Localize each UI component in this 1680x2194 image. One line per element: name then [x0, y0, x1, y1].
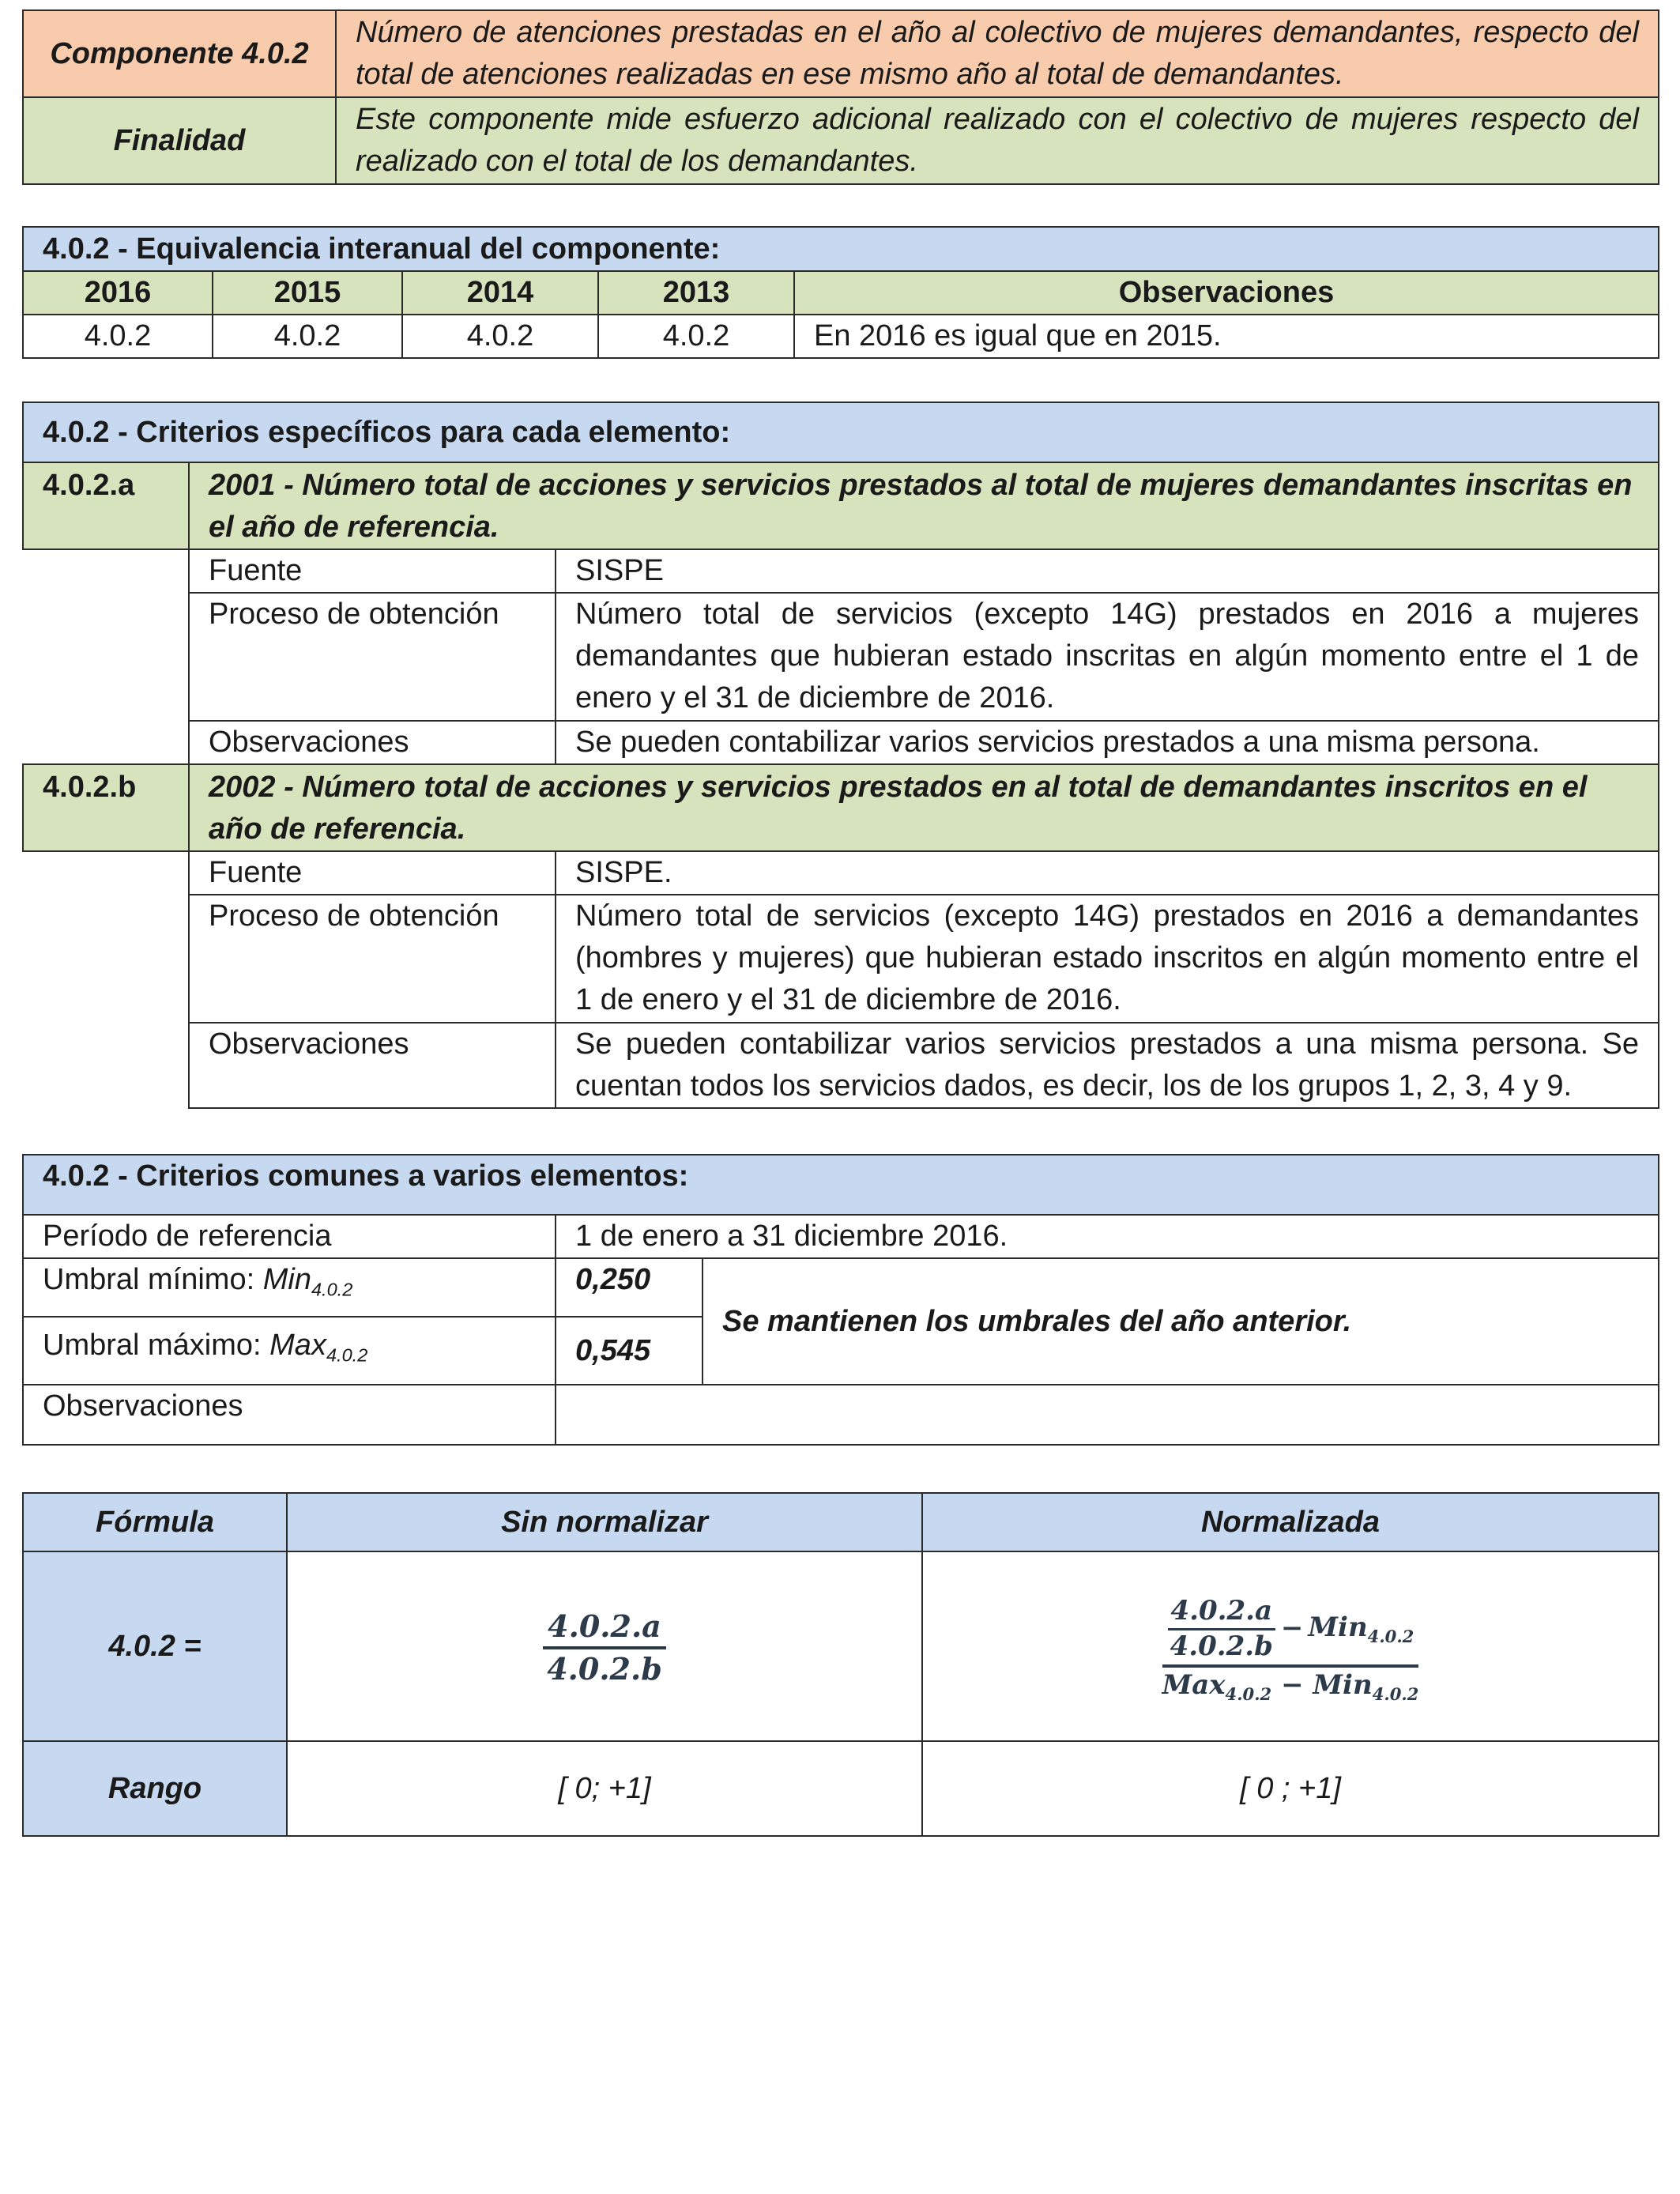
fuente-value: SISPE. [556, 851, 1659, 895]
equiv-cell-observaciones: En 2016 es igual que en 2015. [794, 315, 1659, 358]
rango-label: Rango [23, 1741, 287, 1836]
criterios-especificos-table [22, 401, 1659, 1109]
observaciones-value: Se pueden contabilizar varios servicios prestados a una misma persona. [556, 721, 1659, 764]
minus-sign: − [1280, 1612, 1304, 1645]
element-title: 2002 - Número total de acciones y servicios prestados en al total de demandantes inscritos en el año de referencia. [189, 764, 1659, 851]
equiv-col-2014: 2014 [402, 271, 598, 315]
formula-col-sin-normalizar: Sin normalizar [287, 1493, 922, 1551]
formula-table [22, 1492, 1659, 1837]
finalidad-text: Este componente mide esfuerzo adicional realizado con el colectivo de mujeres respecto del realizado con el total de los demandantes. [336, 97, 1659, 184]
normalized-fraction [1158, 1596, 1424, 1703]
equiv-col-2016: 2016 [23, 271, 213, 315]
observaciones-label: Observaciones [189, 721, 556, 764]
fuente-label: Fuente [189, 851, 556, 895]
observaciones-label: Observaciones [189, 1023, 556, 1108]
formula-denominator: 4.0.2.b [547, 1651, 662, 1687]
equiv-cell-2015: 4.0.2 [213, 315, 402, 358]
max-subscript: 4.0.2 [1225, 1683, 1272, 1704]
equiv-col-2015: 2015 [213, 271, 402, 315]
umbral-max-subscript: 4.0.2 [326, 1344, 368, 1366]
periodo-value: 1 de enero a 31 diciembre 2016. [556, 1215, 1659, 1258]
equivalencia-table [22, 226, 1659, 359]
formula-col-normalizada: Normalizada [922, 1493, 1659, 1551]
umbral-min-label [23, 1258, 556, 1317]
min-subscript: 4.0.2 [1367, 1626, 1414, 1646]
min-symbol: Min [1308, 1611, 1368, 1643]
comunes-observaciones-value [556, 1385, 1659, 1445]
umbral-max-text: Umbral máximo: [43, 1329, 270, 1363]
umbral-min-text: Umbral mínimo: [43, 1263, 263, 1296]
equiv-cell-2013: 4.0.2 [598, 315, 794, 358]
formula-normalizada [922, 1551, 1659, 1741]
formula-numerator: 4.0.2.a [543, 1610, 666, 1649]
equivalencia-title: 4.0.2 - Equivalencia interanual del componente: [23, 227, 1659, 271]
observaciones-value: Se pueden contabilizar varios servicios prestados a una misma persona. Se cuentan todos los servicios dados, es decir, los de los grupos 1, 2, 3, 4 y 9. [556, 1023, 1659, 1108]
inner-fraction [1167, 1596, 1276, 1661]
rango-normalizada: [ 0 ; +1] [922, 1741, 1659, 1836]
formula-row-label: 4.0.2 = [23, 1551, 287, 1741]
proceso-value: Número total de servicios (excepto 14G) prestados en 2016 a mujeres demandantes que hubieran estado inscritas en algún momento entre el 1 de enero y el 31 de diciembre de 2016. [556, 593, 1659, 721]
umbral-max-value: 0,545 [556, 1317, 703, 1385]
equiv-col-2013: 2013 [598, 271, 794, 315]
componente-text: Número de atenciones prestadas en el año al colectivo de mujeres demandantes, respecto del total de atenciones realizadas en ese mismo año al total de demandantes. [336, 10, 1659, 97]
fuente-value: SISPE [556, 549, 1659, 593]
periodo-label: Período de referencia [23, 1215, 556, 1258]
comunes-observaciones-label: Observaciones [23, 1385, 556, 1445]
equiv-cell-2016: 4.0.2 [23, 315, 213, 358]
formula-col-label: Fórmula [23, 1493, 287, 1551]
umbral-max-label [23, 1317, 556, 1385]
element-code: 4.0.2.a [23, 462, 189, 549]
proceso-value: Número total de servicios (excepto 14G) prestados en 2016 a demandantes (hombres y mujeres) que hubieran estado inscritos en algún momento entre el 1 de enero y el 31 de diciembre de 2016. [556, 895, 1659, 1023]
finalidad-label: Finalidad [23, 97, 336, 184]
criterios-comunes-table [22, 1154, 1659, 1446]
element-spacer [23, 851, 189, 1108]
umbral-min-value: 0,250 [556, 1258, 703, 1317]
component-header-table [22, 9, 1659, 185]
minus-sign: − [1281, 1668, 1304, 1701]
max-symbol: Max [1162, 1668, 1226, 1701]
criterios-especificos-title: 4.0.2 - Criterios específicos para cada elemento: [23, 402, 1659, 462]
umbral-min-symbol: Min [262, 1263, 311, 1296]
min-symbol: Min [1313, 1668, 1373, 1701]
formula-fraction [542, 1610, 667, 1686]
element-title: 2001 - Número total de acciones y servicios prestados al total de mujeres demandantes inscritas en el año de referencia. [189, 462, 1659, 549]
umbral-note: Se mantienen los umbrales del año anterior. [703, 1258, 1659, 1385]
min-subscript: 4.0.2 [1372, 1683, 1419, 1704]
normalized-denominator [1158, 1668, 1424, 1703]
element-spacer [23, 549, 189, 764]
equiv-col-observaciones: Observaciones [794, 271, 1659, 315]
criterios-comunes-title: 4.0.2 - Criterios comunes a varios elementos: [23, 1155, 1659, 1215]
rango-sin-normalizar: [ 0; +1] [287, 1741, 922, 1836]
proceso-label: Proceso de obtención [189, 895, 556, 1023]
umbral-max-symbol: Max [269, 1329, 326, 1363]
equiv-cell-2014: 4.0.2 [402, 315, 598, 358]
normalized-numerator [1162, 1596, 1419, 1668]
element-code: 4.0.2.b [23, 764, 189, 851]
formula-sin-normalizar [287, 1551, 922, 1741]
proceso-label: Proceso de obtención [189, 593, 556, 721]
umbral-min-subscript: 4.0.2 [311, 1279, 353, 1300]
inner-denominator: 4.0.2.b [1170, 1630, 1273, 1662]
componente-label: Componente 4.0.2 [23, 10, 336, 97]
inner-numerator: 4.0.2.a [1168, 1596, 1276, 1630]
fuente-label: Fuente [189, 549, 556, 593]
